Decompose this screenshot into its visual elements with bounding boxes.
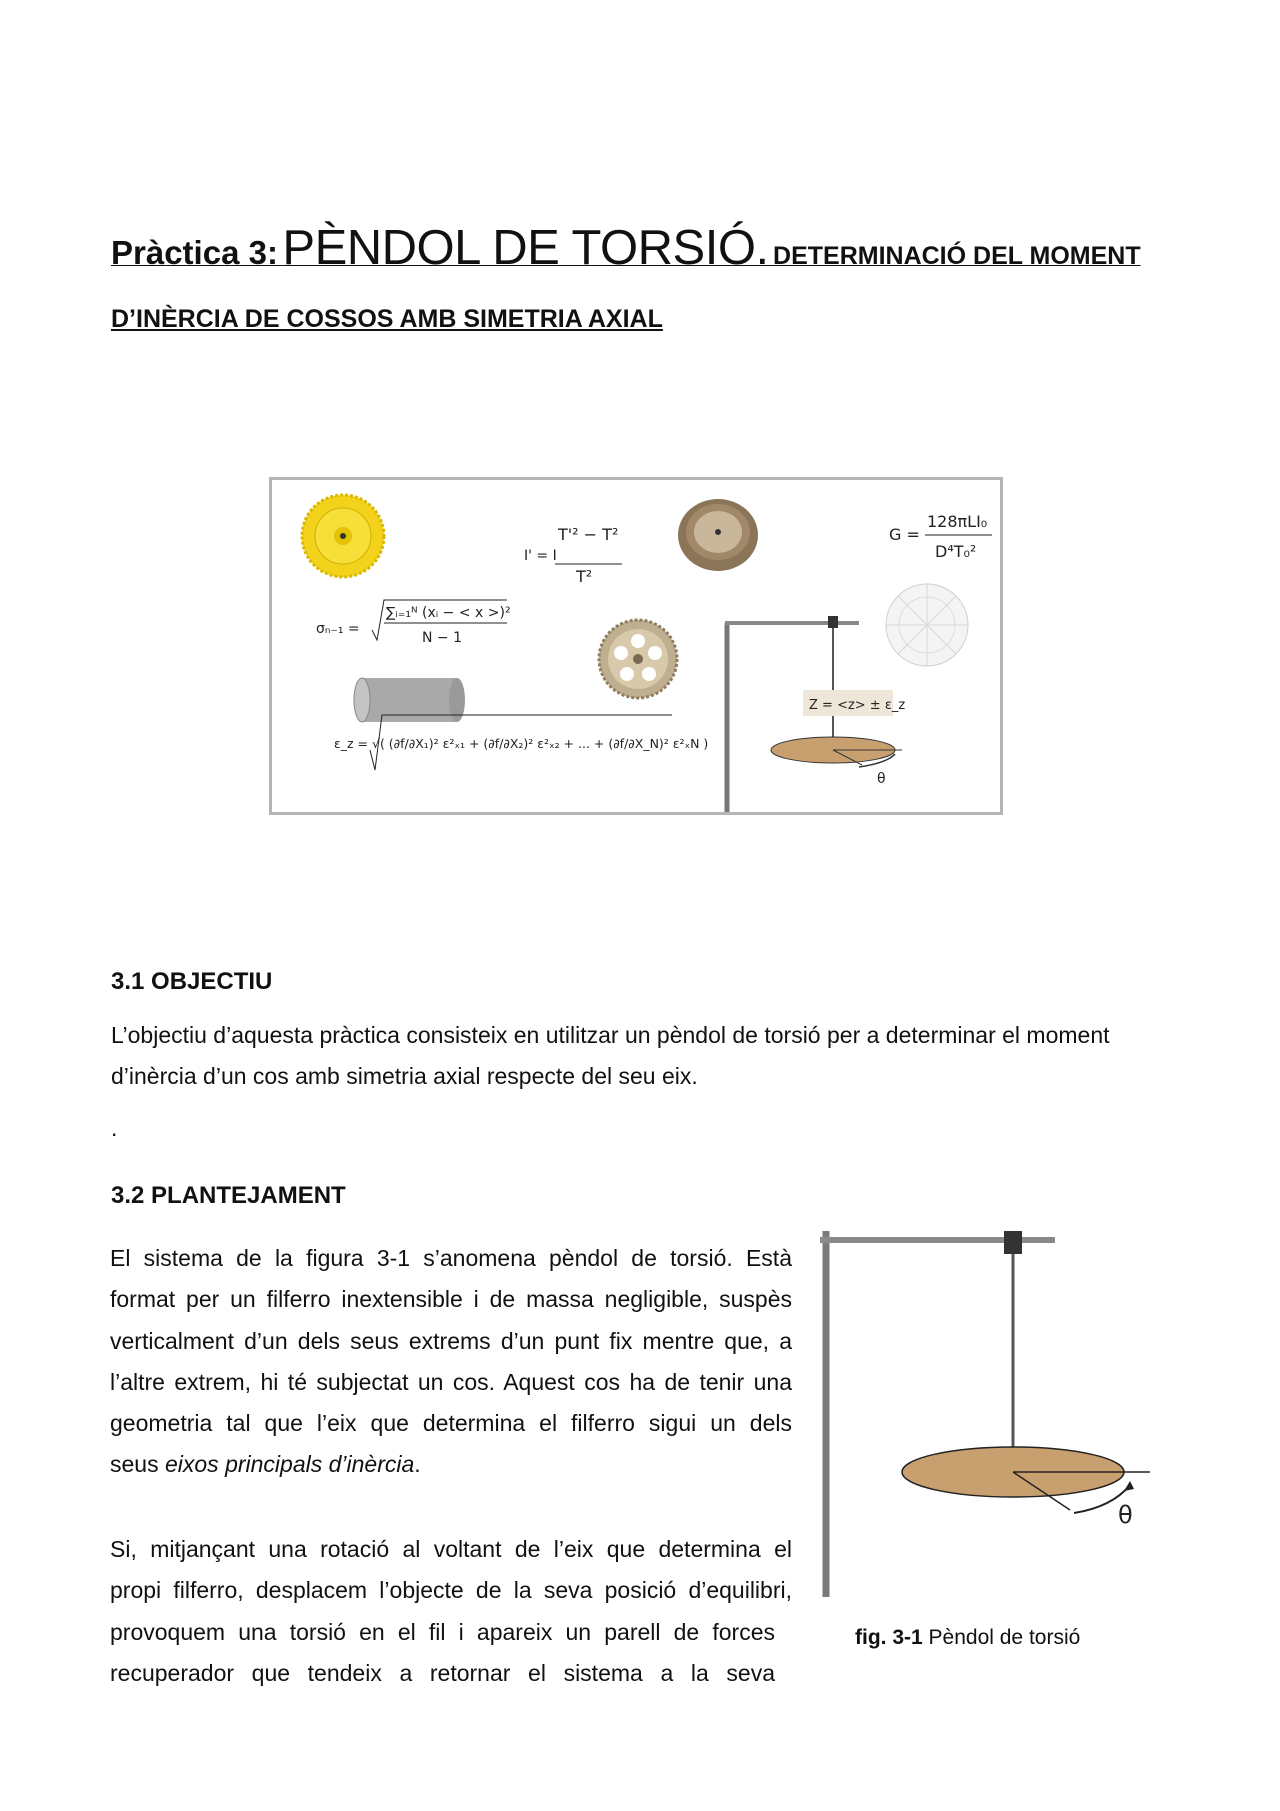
page-title <box>111 220 1141 276</box>
objective-paragraph <box>111 1015 1171 1097</box>
paragraph-line: Si, mitjançant una rotació al voltant de l’eix que determina el <box>110 1536 792 1562</box>
svg-text:I' = I: I' = I <box>524 548 557 564</box>
paragraph-line: El sistema de la figura 3-1 s’anomena pèndol de torsió. Està <box>110 1245 792 1271</box>
result-label-box <box>803 690 905 716</box>
plan-paragraph-1 <box>110 1238 792 1486</box>
objective-line: L’objectiu d’aquesta pràctica consisteix en utilitzar un pèndol de torsió per a determinar el moment <box>111 1022 1110 1048</box>
formula-period <box>524 525 622 586</box>
objective-line: d’inèrcia d’un cos amb simetria axial respecte del seu eix. <box>111 1063 698 1089</box>
paragraph-line: propi filferro, desplacem l’objecte de la seva posició d’equilibri, <box>110 1577 792 1604</box>
paragraph-line: provoquem una torsió en el fil i apareix un parell de forces <box>110 1618 775 1645</box>
spoked-gear-image <box>599 620 677 698</box>
svg-text:G =: G = <box>889 525 920 544</box>
clamp-block <box>1004 1231 1022 1254</box>
paragraph-line: seus eixos principals d’inèrcia. <box>110 1451 421 1478</box>
paragraph-line: recuperador que tendeix a retornar el sistema a la seva <box>110 1659 775 1686</box>
formula-error-propagation <box>334 715 708 770</box>
italic-term: eixos principals d’inèrcia <box>164 1451 415 1478</box>
arrow-head-icon <box>1124 1481 1134 1491</box>
paragraph-line: geometria tal que l’eix que determina el filferro sigui un dels <box>110 1410 792 1437</box>
paragraph-line: verticalment d’un dels seus extrems d’un punt fix mentre que, a <box>110 1327 792 1354</box>
yellow-gear-image <box>302 495 384 577</box>
title-prefix: Pràctica 3: <box>111 234 278 271</box>
collage-drawing <box>272 480 1000 812</box>
svg-text:σₙ₋₁ =: σₙ₋₁ = <box>316 621 360 637</box>
svg-text:∑ᵢ₌₁ᴺ (xᵢ − < x >)²: ∑ᵢ₌₁ᴺ (xᵢ − < x >)² <box>386 605 511 621</box>
plan-paragraph-2 <box>110 1529 792 1694</box>
bronze-pulley-image <box>678 499 758 571</box>
protractor-disc-image <box>886 584 968 666</box>
stray-dot: . <box>111 1115 118 1141</box>
theta-label-small: θ <box>877 771 886 787</box>
svg-text:ε_z = √( (∂f/∂X₁)² ε²ₓ₁ + (∂f/: ε_z = √( (∂f/∂X₁)² ε²ₓ₁ + (∂f/∂X₂)² ε²ₓ₂ + ... + (∂f/∂X_N)² ε²ₓN ) <box>334 736 709 751</box>
svg-text:T'² − T²: T'² − T² <box>558 525 619 544</box>
theta-label: θ <box>1118 1501 1133 1529</box>
section-heading-objective: 3.1 OBJECTIU <box>111 968 273 995</box>
title-subtitle-line1: DETERMINACIÓ DEL MOMENT <box>773 242 1141 270</box>
title-main: PÈNDOL DE TORSIÓ. <box>282 221 769 275</box>
formula-std-deviation <box>316 600 511 646</box>
svg-text:N − 1: N − 1 <box>422 630 463 646</box>
svg-text:128πLI₀: 128πLI₀ <box>927 512 988 531</box>
cover-collage <box>269 477 1003 815</box>
torsion-pendulum-figure <box>812 1225 1162 1625</box>
paragraph-line: format per un filferro inextensible i de massa negligible, suspès <box>110 1286 792 1313</box>
svg-text:Z = <z> ± ε_z: Z = <z> ± ε_z <box>809 698 906 713</box>
section-heading-plan: 3.2 PLANTEJAMENT <box>111 1182 346 1209</box>
svg-text:D⁴T₀²: D⁴T₀² <box>935 542 977 561</box>
paragraph-line: l’altre extrem, hi té subjectat un cos. Aquest cos ha de tenir una <box>110 1368 792 1395</box>
title-subtitle-line2: D’INÈRCIA DE COSSOS AMB SIMETRIA AXIAL <box>111 305 663 333</box>
svg-text:T²: T² <box>576 567 593 586</box>
formula-shear-modulus <box>889 512 992 561</box>
figure-caption: fig. 3-1 Pèndol de torsió <box>855 1626 1081 1649</box>
